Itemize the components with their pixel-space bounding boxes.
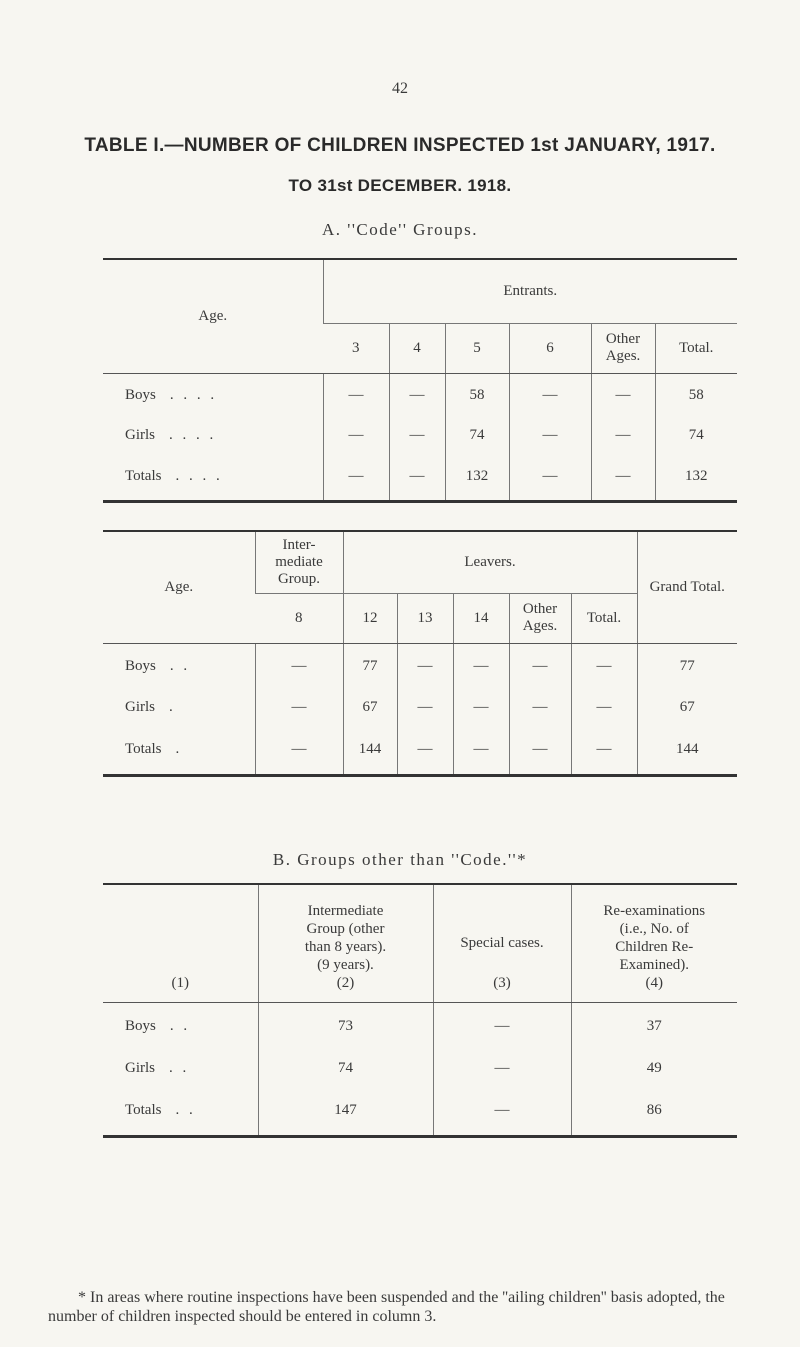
- table-cell: 73: [258, 1002, 433, 1050]
- table-cell: —: [323, 453, 389, 501]
- column-header: 4: [389, 323, 445, 373]
- table-cell: —: [591, 417, 655, 453]
- column-header: 6: [509, 323, 591, 373]
- column-header: [571, 884, 737, 1002]
- column-number: (3): [493, 974, 511, 991]
- table-cell: 67: [637, 689, 737, 725]
- entrants-table: [103, 258, 737, 503]
- column-header: 8: [255, 593, 343, 643]
- table-cell: 74: [445, 417, 509, 453]
- leader-dots: . .: [169, 657, 191, 674]
- table-cell: 144: [343, 725, 397, 775]
- column-header: 3: [323, 323, 389, 373]
- table-cell: —: [591, 453, 655, 501]
- table-title-date-range: TO 31st DECEMBER. 1918.: [288, 176, 512, 195]
- grand-total-header: Grand Total.: [637, 531, 737, 643]
- leavers-table: [103, 530, 737, 777]
- leader-dots: .: [175, 740, 183, 757]
- leader-dots: .: [169, 698, 176, 715]
- column-header: 14: [453, 593, 509, 643]
- column-number: (2): [336, 974, 355, 991]
- row-label: Boys: [125, 657, 156, 674]
- column-header: [103, 884, 258, 1002]
- table-cell: —: [397, 725, 453, 775]
- table-row: [103, 1002, 737, 1050]
- table-cell: 132: [655, 453, 737, 501]
- column-header-text: Intermediate Group (other than 8 years). (9 years).: [304, 902, 387, 973]
- row-label: Totals: [125, 467, 162, 484]
- table-cell: —: [255, 689, 343, 725]
- table-row: [103, 417, 737, 453]
- table-row: [103, 1050, 737, 1086]
- column-header: Other Ages.: [509, 593, 571, 643]
- table-cell: —: [509, 373, 591, 417]
- leader-dots: . . . .: [175, 467, 223, 484]
- table-cell: —: [453, 643, 509, 689]
- entrants-group-header: Entrants.: [323, 259, 737, 323]
- table-cell: 144: [637, 725, 737, 775]
- section-a-heading: A. ''Code'' Groups.: [322, 220, 478, 239]
- table-cell: 37: [571, 1002, 737, 1050]
- table-row: [103, 725, 737, 775]
- table-row: [103, 643, 737, 689]
- table-cell: —: [433, 1086, 571, 1136]
- table-cell: 74: [258, 1050, 433, 1086]
- column-header: 5: [445, 323, 509, 373]
- table-cell: —: [255, 643, 343, 689]
- table-cell: —: [509, 689, 571, 725]
- page-number: 42: [392, 80, 408, 97]
- table-cell: —: [323, 417, 389, 453]
- table-cell: —: [397, 643, 453, 689]
- other-groups-table: [103, 883, 737, 1138]
- column-number: (1): [171, 974, 189, 991]
- column-header: [433, 884, 571, 1002]
- column-header: 13: [397, 593, 453, 643]
- table-cell: —: [509, 417, 591, 453]
- table-cell: 77: [637, 643, 737, 689]
- row-label: Boys: [125, 1017, 156, 1034]
- table-cell: —: [571, 725, 637, 775]
- table-row: [103, 689, 737, 725]
- table-cell: —: [453, 689, 509, 725]
- table-cell: —: [255, 725, 343, 775]
- table-cell: —: [509, 725, 571, 775]
- table-cell: —: [509, 643, 571, 689]
- row-label: Girls: [125, 698, 155, 715]
- age-header: Age.: [103, 259, 323, 373]
- row-label: Girls: [125, 426, 155, 443]
- table-cell: —: [571, 689, 637, 725]
- column-header: Total.: [655, 323, 737, 373]
- table-cell: 77: [343, 643, 397, 689]
- table-cell: —: [389, 373, 445, 417]
- column-header-text: Special cases.: [460, 934, 544, 951]
- table-cell: —: [389, 453, 445, 501]
- table-cell: —: [433, 1002, 571, 1050]
- column-header: [258, 884, 433, 1002]
- table-cell: 74: [655, 417, 737, 453]
- footnote: * In areas where routine inspections have been suspended and the ''ailing children'' basis adopted, the number of children inspected should be entered in column 3.: [48, 1289, 725, 1325]
- leader-dots: . .: [169, 1017, 191, 1034]
- column-header: Total.: [571, 593, 637, 643]
- row-label: Totals: [125, 1101, 162, 1118]
- table-cell: 86: [571, 1086, 737, 1136]
- leader-dots: . .: [175, 1101, 196, 1118]
- leader-dots: . . . .: [169, 386, 218, 403]
- column-header-text: Re-examinations (i.e., No. of Children Re- Examined).: [603, 902, 706, 973]
- table-cell: —: [433, 1050, 571, 1086]
- table-cell: —: [323, 373, 389, 417]
- table-cell: 67: [343, 689, 397, 725]
- table-row: [103, 373, 737, 417]
- leader-dots: . .: [169, 1059, 190, 1076]
- age-header: Age.: [103, 531, 255, 643]
- table-cell: 147: [258, 1086, 433, 1136]
- column-number: (4): [645, 974, 663, 991]
- leavers-group-header: Leavers.: [343, 531, 637, 593]
- leader-dots: . . . .: [169, 426, 217, 443]
- table-title: TABLE I.—NUMBER OF CHILDREN INSPECTED 1st JANUARY, 1917.: [84, 135, 716, 156]
- table-cell: —: [389, 417, 445, 453]
- table-cell: —: [453, 725, 509, 775]
- row-label: Boys: [125, 386, 156, 403]
- table-row: [103, 453, 737, 501]
- table-cell: —: [397, 689, 453, 725]
- row-label: Girls: [125, 1059, 155, 1076]
- table-row: [103, 1086, 737, 1136]
- column-header: 12: [343, 593, 397, 643]
- table-cell: 58: [655, 373, 737, 417]
- table-cell: —: [509, 453, 591, 501]
- table-cell: —: [591, 373, 655, 417]
- column-header: Other Ages.: [591, 323, 655, 373]
- table-cell: 132: [445, 453, 509, 501]
- section-b-heading: B. Groups other than ''Code.''*: [272, 850, 528, 869]
- table-cell: —: [571, 643, 637, 689]
- table-cell: 58: [445, 373, 509, 417]
- intermediate-group-header: Inter- mediate Group.: [255, 531, 343, 593]
- row-label: Totals: [125, 740, 162, 757]
- table-cell: 49: [571, 1050, 737, 1086]
